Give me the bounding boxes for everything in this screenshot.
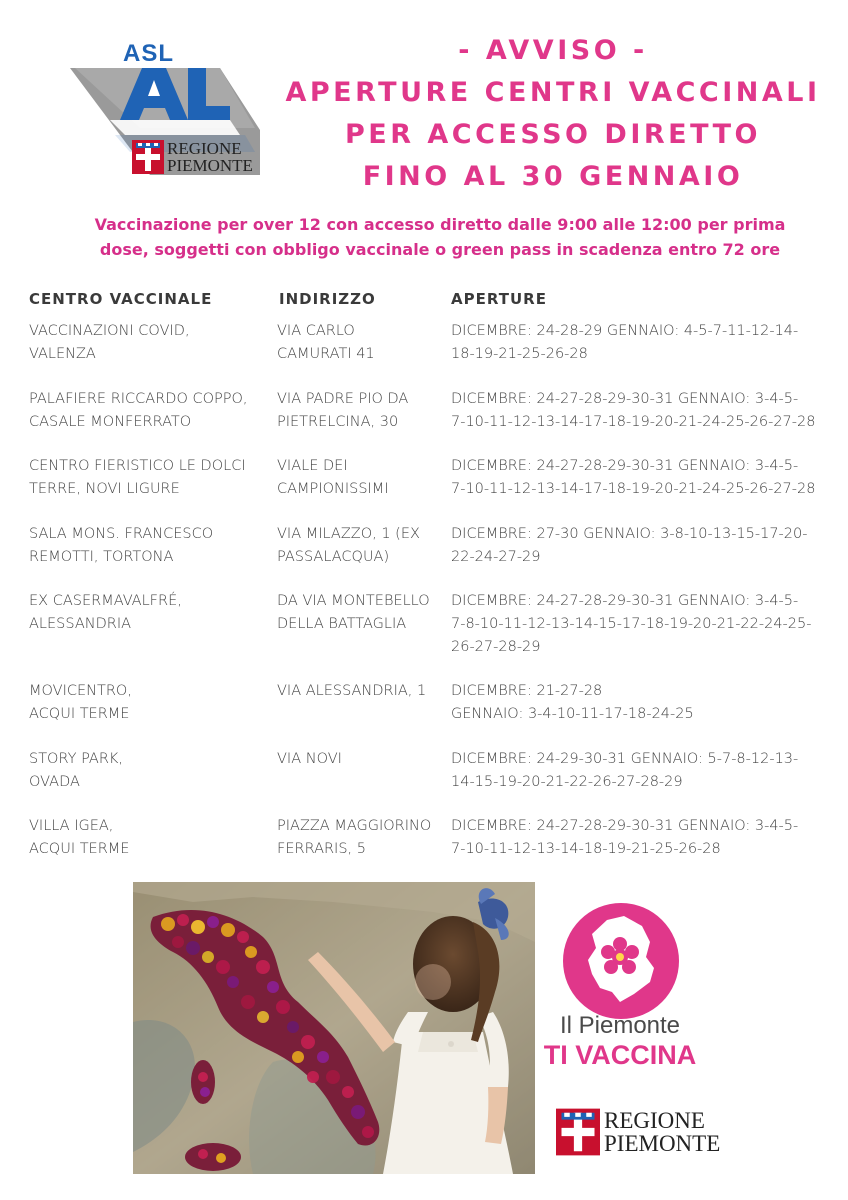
region-logo-line2: PIEMONTE bbox=[167, 156, 253, 175]
indirizzo-line: PIAZZA MAGGIORINO bbox=[277, 818, 432, 834]
column-header-centro: CENTRO VACCINALE bbox=[29, 290, 213, 308]
column-header-indirizzo: INDIRIZZO bbox=[279, 290, 376, 308]
indirizzo-cell bbox=[277, 815, 447, 861]
footer-region-line2: PIEMONTE bbox=[604, 1131, 721, 1156]
piemonte-ti-vaccina-logo-icon bbox=[562, 902, 680, 1020]
aperture-line: DICEMBRE: 24-27-28-29-30-31 GENNAIO: 3-4-5- bbox=[451, 818, 799, 834]
centro-line: OVADA bbox=[29, 774, 80, 790]
centro-line: SALA MONS. FRANCESCO bbox=[29, 526, 214, 542]
centro-line: EX CASERMAVALFRÉ, bbox=[29, 593, 182, 609]
title-line-2: APERTURE CENTRI VACCINALI bbox=[285, 77, 821, 108]
indirizzo-cell bbox=[277, 590, 447, 636]
aperture-cell bbox=[451, 523, 831, 569]
aperture-line: GENNAIO: 3-4-10-11-17-18-24-25 bbox=[451, 706, 694, 722]
indirizzo-line: FERRARIS, 5 bbox=[277, 841, 366, 857]
indirizzo-line: VIA PADRE PIO DA bbox=[277, 391, 409, 407]
centro-line: CASALE MONFERRATO bbox=[29, 414, 192, 430]
centro-cell bbox=[29, 388, 274, 434]
aperture-cell bbox=[451, 748, 831, 794]
title-line-1: - AVVISO - bbox=[458, 35, 648, 66]
campaign-text-line1: Il Piemonte bbox=[559, 1012, 681, 1039]
aperture-line: 7-10-11-12-13-14-17-18-19-20-21-24-25-26-27-28 bbox=[451, 481, 816, 497]
notice-title bbox=[258, 30, 848, 198]
indirizzo-line: DELLA BATTAGLIA bbox=[277, 616, 407, 632]
aperture-line: DICEMBRE: 24-27-28-29-30-31 GENNAIO: 3-4-5- bbox=[451, 391, 799, 407]
piemonte-shield-icon bbox=[132, 140, 164, 174]
asl-logo-text: ASL bbox=[123, 40, 174, 67]
aperture-cell bbox=[451, 455, 831, 501]
regione-piemonte-footer-logo bbox=[556, 1108, 720, 1156]
aperture-line: DICEMBRE: 24-29-30-31 GENNAIO: 5-7-8-12-13- bbox=[451, 751, 799, 767]
centro-line: REMOTTI, TORTONA bbox=[29, 549, 174, 565]
aperture-line: 7-8-10-11-12-13-14-15-17-18-19-20-21-22-24-25- bbox=[451, 616, 812, 632]
centro-line: ACQUI TERME bbox=[29, 841, 130, 857]
title-line-4: FINO AL 30 GENNAIO bbox=[362, 161, 744, 192]
aperture-line: 26-27-28-29 bbox=[451, 639, 541, 655]
aperture-line: 22-24-27-29 bbox=[451, 549, 541, 565]
region-logo-line1: REGIONE bbox=[167, 139, 242, 158]
centro-cell bbox=[29, 455, 274, 501]
aperture-line: 18-19-21-25-26-28 bbox=[451, 346, 588, 362]
indirizzo-line: DA VIA MONTEBELLO bbox=[277, 593, 430, 609]
aperture-line: DICEMBRE: 24-27-28-29-30-31 GENNAIO: 3-4-5- bbox=[451, 593, 799, 609]
indirizzo-line: VIA CARLO bbox=[277, 323, 355, 339]
centro-line: VACCINAZIONI COVID, bbox=[29, 323, 190, 339]
centro-cell bbox=[29, 320, 274, 366]
indirizzo-cell bbox=[277, 680, 447, 703]
aperture-cell bbox=[451, 320, 831, 366]
aperture-line: 7-10-11-12-13-14-17-18-19-20-21-24-25-26-27-28 bbox=[451, 414, 816, 430]
aperture-line: DICEMBRE: 24-28-29 GENNAIO: 4-5-7-11-12-14- bbox=[451, 323, 799, 339]
column-header-aperture: APERTURE bbox=[451, 290, 547, 308]
indirizzo-line: VIA ALESSANDRIA, 1 bbox=[277, 683, 427, 699]
centro-cell bbox=[29, 815, 274, 861]
indirizzo-line: CAMPIONISSIMI bbox=[277, 481, 389, 497]
centro-line: PALAFIERE RICCARDO COPPO, bbox=[29, 391, 248, 407]
child-flower-map-illustration bbox=[133, 882, 535, 1174]
regione-piemonte-logo bbox=[132, 140, 253, 174]
centro-line: ACQUI TERME bbox=[29, 706, 130, 722]
campaign-photo bbox=[133, 882, 535, 1174]
indirizzo-line: VIALE DEI bbox=[277, 458, 348, 474]
aperture-line: DICEMBRE: 21-27-28 bbox=[451, 683, 603, 699]
footer-region-line1: REGIONE bbox=[604, 1108, 705, 1133]
piemonte-shield-icon bbox=[556, 1108, 600, 1156]
centro-line: CENTRO FIERISTICO LE DOLCI bbox=[29, 458, 246, 474]
centro-line: TERRE, NOVI LIGURE bbox=[29, 481, 180, 497]
centro-cell bbox=[29, 523, 274, 569]
indirizzo-line: VIA MILAZZO, 1 (EX bbox=[277, 526, 420, 542]
indirizzo-line: PASSALACQUA) bbox=[277, 549, 390, 565]
centro-cell bbox=[29, 590, 274, 636]
subtitle-line-2: dose, soggetti con obbligo vaccinale o green pass in scadenza entro 72 ore bbox=[99, 240, 781, 259]
aperture-line: 14-15-19-20-21-22-26-27-28-29 bbox=[451, 774, 683, 790]
title-line-3: PER ACCESSO DIRETTO bbox=[344, 119, 762, 150]
campaign-text-line2: TI VACCINA bbox=[543, 1040, 697, 1070]
indirizzo-cell bbox=[277, 523, 447, 569]
subtitle-line-1: Vaccinazione per over 12 con accesso diretto dalle 9:00 alle 12:00 per prima bbox=[94, 215, 786, 234]
aperture-cell bbox=[451, 815, 831, 861]
centro-line: VALENZA bbox=[29, 346, 96, 362]
indirizzo-line: PIETRELCINA, 30 bbox=[277, 414, 399, 430]
indirizzo-line: CAMURATI 41 bbox=[277, 346, 375, 362]
aperture-cell bbox=[451, 680, 831, 726]
aperture-line: 7-10-11-12-13-14-18-19-21-25-26-28 bbox=[451, 841, 721, 857]
centro-cell bbox=[29, 680, 274, 726]
indirizzo-cell bbox=[277, 455, 447, 501]
indirizzo-cell bbox=[277, 388, 447, 434]
aperture-cell bbox=[451, 590, 831, 659]
centro-cell bbox=[29, 748, 274, 794]
indirizzo-line: VIA NOVI bbox=[277, 751, 342, 767]
notice-subtitle bbox=[60, 212, 820, 262]
aperture-line: DICEMBRE: 24-27-28-29-30-31 GENNAIO: 3-4-5- bbox=[451, 458, 799, 474]
centro-line: STORY PARK, bbox=[29, 751, 124, 767]
centro-line: MOVICENTRO, bbox=[29, 683, 132, 699]
indirizzo-cell bbox=[277, 748, 447, 771]
centro-line: VILLA IGEA, bbox=[29, 818, 114, 834]
indirizzo-cell bbox=[277, 320, 447, 366]
centro-line: ALESSANDRIA bbox=[29, 616, 132, 632]
aperture-cell bbox=[451, 388, 831, 434]
aperture-line: DICEMBRE: 27-30 GENNAIO: 3-8-10-13-15-17-20- bbox=[451, 526, 808, 542]
